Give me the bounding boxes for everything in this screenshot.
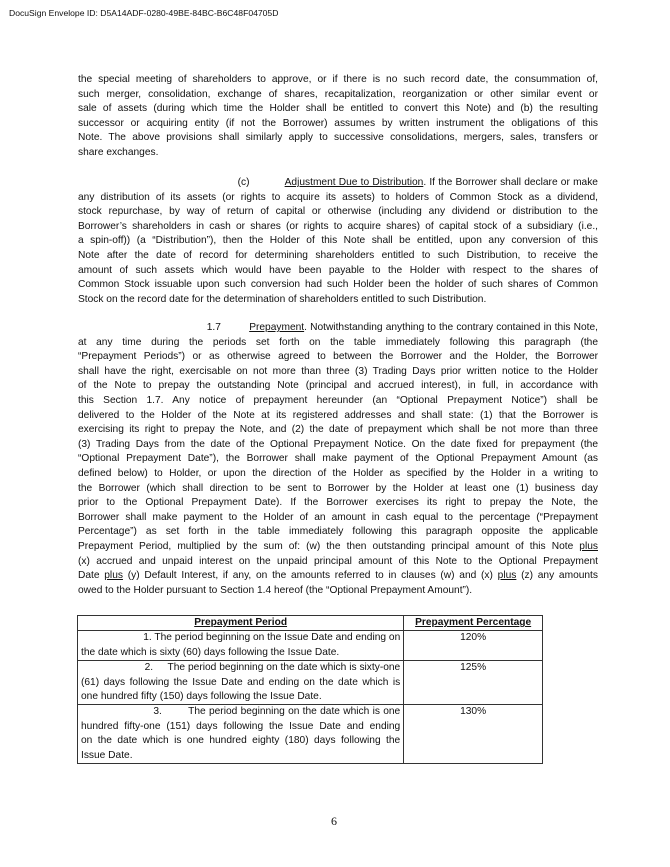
text-line xyxy=(78,525,598,540)
text-segment: “Optional Prepayment Date”), the Borrower shall make payment of the Optional Prepayment Amount (as xyxy=(78,453,598,465)
table-row xyxy=(78,661,543,705)
text-segment: (y) Default Interest, if any, on the amounts referred to in clauses (w) and (x) xyxy=(122,570,498,582)
text-line xyxy=(78,321,598,336)
text-line xyxy=(78,496,598,511)
text-line xyxy=(78,73,598,88)
table-header-row xyxy=(78,616,543,631)
text-line xyxy=(78,88,598,103)
text-segment: the special meeting of shareholders to approve, or if there is no such record date, the consummation of, xyxy=(78,74,598,85)
text-segment: “Prepayment Periods”) or as otherwise agreed to between the Borrower and the Holder, the Borrower xyxy=(78,351,598,363)
text-segment: share exchanges. xyxy=(78,146,159,158)
text-line xyxy=(78,584,598,599)
period-cell xyxy=(78,705,404,764)
text-segment: such merger, consolidation, exchange of shares, recapitalization, reorganization or other similar event or xyxy=(78,88,598,100)
underlined-text: plus xyxy=(579,540,598,552)
text-segment: . If the Borrower shall declare or make xyxy=(423,177,598,188)
text-segment: amount of such assets which would have been payable to the Holder with respect to the shares of xyxy=(78,264,598,276)
text-segment: this Section 1.7. Any notice of prepayment hereunder (an “Optional Prepayment Notice”) shall be xyxy=(78,394,598,406)
text-segment: sale of assets (during which time the Holder shall be entitled to convert this Note) and (b) the resulting xyxy=(78,103,598,115)
text-line xyxy=(78,131,598,146)
percentage-cell: 120% xyxy=(404,631,543,661)
text-line xyxy=(78,336,598,351)
text-line xyxy=(78,423,598,438)
text-segment: Date xyxy=(78,570,105,582)
period-text-line: 3. The period beginning on the date which is one xyxy=(81,706,401,718)
table-row xyxy=(78,631,543,661)
text-line xyxy=(78,365,598,380)
text-line xyxy=(78,467,598,482)
text-line xyxy=(78,293,598,308)
header-prepayment-period: Prepayment Period xyxy=(78,616,404,631)
table-row xyxy=(78,705,543,764)
text-segment: defined below) to Holder, or upon the direction of the Holder as specified by the Holder in a writing to xyxy=(78,467,598,479)
period-text-line: the date which is sixty (60) days following the Issue Date. xyxy=(81,646,340,658)
docusign-envelope-id: DocuSign Envelope ID: D5A14ADF-0280-49BE-84BC-B6C48F04705D xyxy=(9,8,279,18)
text-segment: Common Stock issuable upon such conversion had such Holder been the holder of such shares of Common xyxy=(78,279,598,291)
text-line xyxy=(78,278,598,293)
text-segment: (3) Trading Days from the date of the Optional Prepayment Notice. On the date fixed for prepayment (the xyxy=(78,438,598,450)
text-line xyxy=(78,102,598,117)
text-segment: Stock on the record date for the determination of shareholders entitled to such Distribution. xyxy=(78,293,487,305)
text-segment: (x) accrued and unpaid interest on the unpaid principal amount of this Note to the Optional Prepayment xyxy=(78,555,598,567)
text-line xyxy=(78,394,598,409)
text-segment: stock repurchase, by way of return of capital or otherwise (including any dividend or distribution to the xyxy=(78,206,598,218)
text-line xyxy=(78,540,598,555)
text-line xyxy=(78,176,598,191)
text-line xyxy=(78,511,598,526)
text-segment: Borrower’s shareholders in cash or shares (or rights to acquire shares) of capital stock of a subsidiary (i.e., xyxy=(78,220,598,232)
paragraph-adjustment-distribution xyxy=(78,176,598,307)
text-line xyxy=(78,234,598,249)
text-line xyxy=(78,249,598,264)
text-segment: of the Note to prepay the outstanding Note (principal and accrued interest), in full, in accordance with xyxy=(78,380,598,392)
underlined-text: plus xyxy=(497,570,517,582)
period-text-line: hundred fifty-one (151) days following the Issue Date and ending xyxy=(81,720,401,732)
header-prepayment-percentage: Prepayment Percentage xyxy=(404,616,543,631)
underlined-text: Adjustment Due to Distribution xyxy=(284,177,424,188)
text-line xyxy=(78,409,598,424)
text-segment: Note. The above provisions shall similarly apply to successive consolidations, mergers, sales, transfers or xyxy=(78,132,598,144)
text-segment: shall have the right, exercisable on not more than three (3) Trading Days prior written notice to the Holder xyxy=(78,365,598,377)
text-line xyxy=(78,350,598,365)
text-line xyxy=(78,452,598,467)
paragraph-merger-continuation xyxy=(78,73,598,161)
text-line xyxy=(78,191,598,206)
paragraph-prepayment xyxy=(78,321,598,598)
text-segment: Borrower shall make payment to the Holder of an amount in cash equal to the percentage (“Prepayment xyxy=(78,511,598,523)
text-segment: Note after the date of record for determining shareholders entitled to such Distribution, to receive the xyxy=(78,249,598,261)
period-text-line: Issue Date. xyxy=(81,749,133,761)
text-segment: exercising its right to prepay the Note, and (2) the date of prepayment which shall be not more than three xyxy=(78,424,598,436)
text-line xyxy=(78,379,598,394)
text-line xyxy=(78,205,598,220)
text-line xyxy=(78,117,598,132)
text-line xyxy=(78,555,598,570)
text-segment: (z) any amounts xyxy=(516,570,598,582)
text-segment: (c) xyxy=(78,177,285,188)
period-cell xyxy=(78,631,404,661)
text-segment: prior to the Optional Prepayment Date). If the Borrower exercises its right to prepay the Note, the xyxy=(78,497,598,509)
underlined-text: Prepayment xyxy=(249,322,305,333)
text-line xyxy=(78,146,598,161)
text-segment: Prepayment Period, multiplied by the sum of: (w) the then outstanding principal amount of this Note xyxy=(78,540,580,552)
period-text-line: one hundred fifty (150) days following the Issue Date. xyxy=(81,691,322,703)
period-text-line: (61) days following the Issue Date and ending on the date which is xyxy=(81,676,401,688)
text-line xyxy=(78,569,598,584)
text-segment: the Borrower (which shall direction to be sent to Borrower by the Holder at least one (1) business day xyxy=(78,482,598,494)
text-line xyxy=(78,438,598,453)
text-segment: Percentage”) as set forth in the table immediately following this paragraph opposite the applicable xyxy=(78,526,598,538)
text-segment: successor or acquiring entity (if not the Borrower) assumes by written instrument the obligations of this xyxy=(78,117,598,129)
text-line xyxy=(78,264,598,279)
text-line xyxy=(78,220,598,235)
text-segment: a spin-off)) (a “Distribution”), then the Holder of this Note shall be entitled, upon any conversion of this xyxy=(78,235,598,247)
text-segment: delivered to the Holder of the Note at its registered addresses and shall state: (1) that the Borrower is xyxy=(78,409,598,421)
page-number: 6 xyxy=(331,814,337,828)
text-line xyxy=(78,482,598,497)
text-segment: at any time during the periods set forth on the table immediately following this paragraph (the xyxy=(78,336,598,348)
period-cell xyxy=(78,661,404,705)
text-segment: any distribution of its assets (or rights to acquire its assets) to holders of Common Stock as a dividend, xyxy=(78,191,598,203)
period-text-line: on the date which is one hundred eighty (180) days following the xyxy=(81,735,401,747)
text-segment: . Notwithstanding anything to the contrary contained in this Note, xyxy=(304,322,598,333)
underlined-text: plus xyxy=(104,570,123,582)
text-segment: owed to the Holder pursuant to Section 1.4 hereof (the “Optional Prepayment Amount”). xyxy=(78,584,473,596)
prepayment-table xyxy=(77,615,543,764)
period-text-line: 2. The period beginning on the date which is sixty-one xyxy=(81,662,401,674)
period-text-line: 1. The period beginning on the Issue Date and ending on xyxy=(81,632,401,644)
text-segment: 1.7 xyxy=(78,322,250,333)
percentage-cell: 125% xyxy=(404,661,543,705)
percentage-cell: 130% xyxy=(404,705,543,764)
